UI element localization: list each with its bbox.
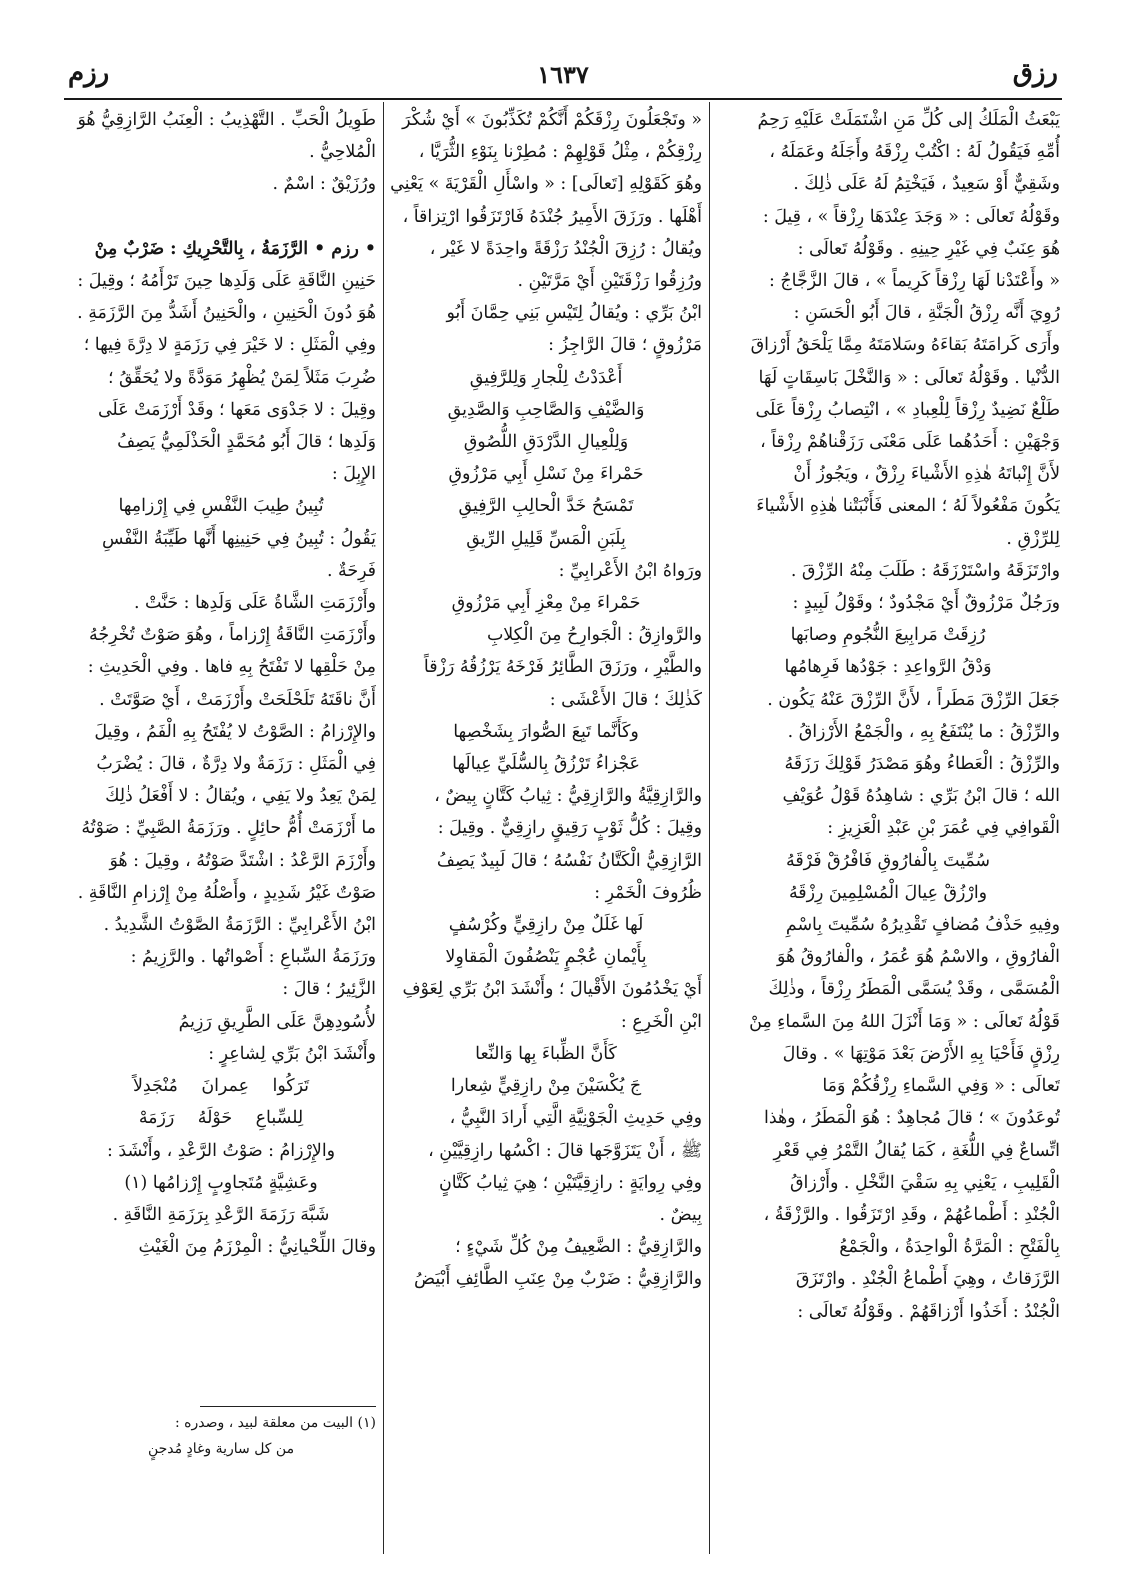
text-line: وَجْهَيْنِ : أَحَدُهُما عَلَى مَعْنَى رَزَقْناهُمْ رِزْقاً ،: [760, 432, 1060, 453]
text-line: حَنِينِ النَّاقَةِ عَلَى وَلَدِها حِينَ تَرْأَمُهُ ؛ وقِيلَ :: [77, 271, 376, 292]
text-line: عَجْزاءُ تَرْزُقُ بِالسُّلَيِّ عِيالَها: [452, 754, 640, 775]
text-line: يَقُولُ : تُبِينُ فِي حَنِينِها أَنَّها طَيِّبَةُ النَّفْسِ: [102, 528, 376, 549]
text-line: • رزم • الرَّزَمَةُ ، بِالتَّحْرِيكِ : ضَرْبٌ مِنْ: [94, 238, 376, 259]
text-line: الْقَلِيبِ ، يَعْنِي بِهِ سَقْيَ النَّخْلِ . وأَرْزاقُ: [790, 1172, 1060, 1193]
footnote: [66, 1410, 376, 1462]
text-line: ابْنُ بَرِّي : ويُقالُ لِتَيْسِ بَنِي حِمَّانَ أَبُو: [446, 303, 702, 324]
text-line: ورُزِقُوا رَزْقَتَيْنِ أَيْ مَرَّتَيْنِ .: [517, 271, 702, 292]
text-line: وأَنْشَدَ ابْنُ بَرِّي لِشاعِرٍ :: [208, 1043, 376, 1064]
text-line: وهُوَ كَقَوْلِهِ [تَعالَى] : « واسْأَلِ الْقَرْيَةَ » يَعْنِي: [390, 174, 702, 195]
text-line: وَلَدِها ؛ قالَ أَبُو مُحَمَّدٍ الْحَذْلَمِيُّ يَصِفُ: [117, 432, 376, 453]
text-line: وقَوْلُهُ تَعالَى : « وَجَدَ عِنْدَهَا رِزْقاً » ، قِيلَ :: [762, 206, 1060, 227]
column-divider-right: [709, 102, 710, 1554]
text-line: وأَرْزَمَتِ الشَّاةُ عَلَى وَلَدِها : حَنَّتْ .: [133, 593, 376, 614]
text-line: وقالَ اللِّحْيانِيُّ : الْمِرْزَمُ مِنَ الْغَيْثِ: [138, 1237, 376, 1258]
text-line: تَعالَى : « وَفِي السَّماءِ رِزْقُكُمْ وَمَا: [822, 1076, 1060, 1097]
text-line: وأَرْزَمَ الرَّعْدُ : اشْتَدَّ صَوْتُهُ ، وقِيلَ : هُوَ: [109, 850, 376, 871]
text-line: والإِرْزامُ : صَوْتُ الرَّعْدِ ، وأَنْشَدَ :: [106, 1140, 336, 1161]
text-line: رُزِقَتْ مَرابِيعَ النُّجُومِ وصابَها: [790, 625, 986, 646]
text-line: فَرِحَةٌ .: [326, 560, 376, 581]
text-line: لِلسِّباعِ حَوْلَهُ رَزَمَهْ: [138, 1108, 304, 1129]
text-line: أَنَّ ناقَتَهُ تَلَحْلَحَتْ وأَرْزَمَتْ ، أَيْ صَوَّتَتْ .: [99, 689, 376, 710]
text-line: بِالْفَتْحِ : الْمَرَّةُ الْواحِدَةُ ، والْجَمْعُ: [839, 1237, 1060, 1258]
page-header: [64, 56, 1062, 100]
footnote-divider: [200, 1406, 376, 1407]
text-line: والرَّازِقِيُّ : ضَرْبٌ مِنْ عِنَبِ الطَّائِفِ أَبْيَضُ: [414, 1269, 702, 1290]
text-line: كَذٰلِكَ ؛ قالَ الأَعْشَى :: [549, 689, 702, 710]
text-line: أَيْ يَخْدُمُونَ الأَقْيالَ ؛ وأَنْشَدَ ابْنُ بَرِّي لِعَوْفِ: [402, 979, 702, 1000]
header-right-word: رزق: [1012, 58, 1058, 88]
text-line: وارْتَزَقَهُ واسْتَرْزَقَهُ : طَلَبَ مِنْهُ الرِّزْقَ .: [790, 560, 1060, 581]
text-line: الْقَوافِي فِي عُمَرَ بْنِ عَبْدِ الْعَزِيزِ :: [827, 818, 1060, 839]
text-line: ورَجُلٌ مَرْزُوقٌ أَيْ مَجْدُودٌ ؛ وقَوْلُ لَبِيدٍ :: [792, 593, 1060, 614]
text-line: ظُرُوفَ الْخَمْرِ :: [594, 882, 702, 903]
text-line: والإِرْزامُ : الصَّوْتُ لا يُفْتَحُ بِهِ الْفَمُ ، وقِيلَ: [94, 721, 376, 742]
text-line: جَ يُكْسَيْنَ مِنْ رازِقِيٍّ شِعارا: [450, 1076, 642, 1097]
text-line: « وتَجْعَلُونَ رِزْقَكُمْ أَنَّكُمْ تُكَذِّبُونَ » أَيْ شُكْرَ: [402, 110, 702, 130]
text-line: طَوِيلُ الْحَبِّ . التَّهْذِيبُ : الْعِنَبُ الرَّازِقِيُّ هُوَ: [77, 110, 376, 130]
text-line: ورُزَيْقٌ : اسْمٌ .: [272, 174, 376, 195]
text-line: صَوْتٌ غَيْرُ شَدِيدٍ ، وأَصْلُهُ مِنْ إِرْزامِ النَّاقَةِ .: [77, 882, 376, 903]
text-line: الدُّنْيا . وقَوْلُهُ تَعالَى : « وَالنَّخْلَ بَاسِقَاتٍ لَهَا: [758, 367, 1060, 388]
text-line: تَمْسَحُ خَدَّ الْحالِبِ الرَّفِيقِ: [458, 496, 634, 517]
text-line: بِلَبَنِ الْمَسِّ قَلِيلِ الرِّيقِ: [466, 528, 626, 549]
text-line: وقِيلَ : كُلُّ ثَوْبٍ رَقِيقٍ رازِقِيٌّ . وقِيلَ :: [437, 818, 702, 839]
text-line: يَبْعَثُ الْمَلَكُ إلى كُلِّ مَنِ اشْتَمَلَتْ عَلَيْهِ رَحِمُ: [757, 110, 1060, 130]
text-line: وَالضَّيْفِ وَالصَّاحِبِ وَالصَّدِيقِ: [447, 399, 645, 420]
text-line: الْمُلاحِيُّ .: [309, 142, 376, 163]
text-line: أُمِّهِ فَيَقُولُ لَهُ : اكْتُبْ رِزْقَهُ وأَجَلَهُ وعَمَلَهُ ،: [769, 142, 1060, 163]
text-line: ابْنِ الْخَرِعِ :: [620, 1011, 702, 1032]
text-line: وفِي حَدِيثِ الْجَوْنِيَّةِ الَّتِي أَرادَ النَّبِيُّ ،: [449, 1108, 702, 1129]
text-line: سُمِّيتَ بِالْفارُوقِ فَافْرُقْ فَرْقَهُ: [786, 850, 990, 871]
text-line: لأَنَّ إِنْباتَهُ هٰذِهِ الأَشْياءَ رِزْقٌ ، ويَجُوزُ أَنْ: [793, 464, 1060, 485]
text-line: كَأَنَّ الظِّباءَ بِها وَالنِّعا: [475, 1043, 617, 1064]
text-line: وفِيهِ حَذْفُ مُضافٍ تَقْدِيرُهُ سُمِّيتَ بِاسْمِ: [785, 915, 1060, 936]
column-divider-left: [383, 102, 384, 1554]
text-line: ﷺ ، أَنْ يَتَزَوَّجَها قالَ : اكْسُها رازِقِيَّيْنِ ،: [428, 1140, 702, 1161]
text-line: ويُقالُ : رُزِقَ الْجُنْدُ رَزْقَةً واحِدَةً لا غَيْر ،: [429, 238, 702, 259]
text-line: والرِّزْقُ : ما يُنْتَفَعُ بِهِ ، والْجَمْعُ الأَرْزاقُ .: [787, 721, 1060, 742]
text-line: رِزْقٍ فَأَحْيَا بِهِ الأَرْضَ بَعْدَ مَوْتِهَا » . وقالَ: [782, 1043, 1060, 1064]
text-column-middle: [390, 104, 702, 1554]
text-line: الْجُنْدُ : أَخَذُوا أَرْزاقَهُمْ . وقَوْلُهُ تَعالَى :: [797, 1301, 1060, 1322]
text-line: تُوعَدُونَ » ؛ قالَ مُجاهِدٌ : هُوَ الْمَطَرُ ، وهٰذا: [763, 1108, 1060, 1129]
text-line: شَبَّهَ رَزَمَةَ الرَّعْدِ بِرَزَمَةِ النَّاقَةِ .: [112, 1204, 330, 1225]
text-line: لِمَنْ يَعِدُ ولا يَفِي ، ويُقالُ : لا أَفْعَلُ ذٰلِكَ: [105, 786, 376, 807]
text-line: وقِيلَ : لا جَدْوَى مَعَها ؛ وقَدْ أَرْزَمَتْ عَلَى: [97, 399, 376, 420]
text-line: الْفارُوقِ ، والاسْمُ هُوَ عُمَرُ ، والْفارُوقُ هُوَ: [777, 947, 1060, 968]
text-line: وفِي رِوايَةٍ : رازِقِيَّتَيْنِ ؛ هِيَ ثِيابُ كَتَّانٍ: [438, 1172, 702, 1193]
text-line: قَوْلُهُ تَعالَى : « وَمَا أَنْزَلَ اللهُ مِنَ السَّماءِ مِنْ: [749, 1011, 1060, 1032]
text-line: وَدْقُ الرَّواعِدِ : جَوْدُها فَرِهامُها: [784, 657, 992, 678]
footnote-line: (١) البيت من معلقة لبيد ، وصدره :: [175, 1415, 376, 1431]
text-line: جَعَلَ الرِّزْقَ مَطَراً ، لأَنَّ الرِّزْقَ عَنْهُ يَكُون .: [767, 689, 1060, 710]
text-line: طَلْعٌ نَضِيدٌ رِزْقاً لِلْعِبادِ » ، انْتِصابُ رِزْقاً عَلَى: [755, 399, 1060, 420]
text-line: تَرَكُوا عِمرانَ مُنْجَدِلاً: [132, 1076, 310, 1097]
text-line: [66, 201, 376, 233]
text-line: مِنْ حَلْقِها لا تَفْتَحُ بِهِ فاها . وفِي الْحَدِيثِ :: [87, 657, 376, 678]
text-line: حَمْراءَ مِنْ نَسْلِ أَبِي مَرْزُوقِ: [448, 464, 644, 485]
text-line: وأَرَى كَرامَتَهُ بَقاءَهُ وسَلامَتَهُ مِمَّا يَلْحَقُ أَرْزاقَ: [750, 335, 1060, 356]
text-line: والرَّازِقِيَّةُ والرَّازِقِيُّ : ثِيابُ كَتَّانٍ بِيضٌ ،: [434, 786, 702, 807]
text-line: أَهْلَها . ورَزَقَ الأَمِيرُ جُنْدَهُ فَارْتَزَقُوا ارْتِزاقاً ،: [402, 206, 702, 227]
text-line: ما أَرْزَمَتْ أُمُّ حائِلٍ . ورَزَمَةُ الصَّبِيِّ : صَوْتُهُ: [81, 818, 376, 839]
text-line: اتِّساعٌ فِي اللُّغَةِ ، كَمَا يُقالُ التَّمْرُ فِي قَعْرِ: [773, 1140, 1060, 1161]
text-line: ضُرِبَ مَثَلاً لِمَنْ يُظْهِرُ مَوَدَّةً ولا يُحَقِّقُ ؛: [107, 367, 376, 388]
text-line: رُوِيَ أَنَّه رِزْقُ الْجَنَّةِ ، قالَ أَبُو الْحَسَنِ :: [793, 303, 1060, 324]
text-line: الْجُنْدِ : أَطْماعُهُمْ ، وقَدِ ارْتَزَقُوا . والرَّزْقَةُ ،: [763, 1204, 1060, 1225]
text-line: والرَّوازِقُ : الْجَوارِحُ مِنَ الْكِلابِ: [486, 625, 702, 646]
text-line: بِأَيْمانِ عُجْمٍ يَنْصُفُونَ الْمَقاوِلا: [445, 947, 647, 968]
text-line: رِزْقِكُمْ ، مِثْلُ قَوْلِهِمْ : مُطِرْنا بِنَوْءِ الثُّرَيَّا ،: [418, 142, 702, 163]
header-left-word: رزم: [68, 58, 110, 88]
text-line: وكَأَنَّما تَبِعَ الصُّوارَ بِشَخْصِها: [453, 721, 639, 742]
text-line: أَعْدَدْتُ لِلْجارِ وَلِلرَّفِيقِ: [469, 367, 623, 388]
text-line: « وأَعْتَدْنا لَهَا رِزْقاً كَرِيماً » ، قالَ الزَّجَّاجُ :: [769, 271, 1060, 292]
text-line: الْمُسَمَّى ، وقَدْ يُسَمَّى الْمَطَرُ رِزْقاً ، وذٰلِكَ: [768, 979, 1060, 1000]
page-number: ١٦٣٧: [537, 60, 589, 89]
text-line: والرِّزْقُ : الْعَطاءُ وهُوَ مَصْدَرُ قَوْلِكَ رَزَقَهُ: [784, 754, 1060, 775]
text-line: وعَشِيَّةٍ مُتَجاوِبٍ إِرْزامُها (١): [124, 1172, 318, 1193]
text-line: وفِي الْمَثَلِ : لا خَيْرَ فِي رَزَمَةٍ لا دِرَّةَ فِيها ؛: [83, 335, 376, 356]
text-line: فِي الْمَثَلِ : رَزَمَةٌ ولا دِرَّةٌ ، قالَ : يُضْرَبُ: [96, 754, 376, 775]
text-column-right: [716, 104, 1060, 1554]
text-column-left: [66, 104, 376, 1554]
text-line: الله ؛ قالَ ابْنُ بَرِّي : شاهِدُهُ قَوْلُ عُوَيْفِ: [782, 786, 1060, 807]
text-line: والرَّازِقِيُّ : الضَّعِيفُ مِنْ كُلِّ شَيْءٍ ؛: [455, 1237, 702, 1258]
text-line: ورَزَمَةُ السِّباعِ : أَصْواتُها . والرَّزِيمُ :: [130, 947, 376, 968]
text-line: يَكُونَ مَفْعُولاً لَهُ ؛ المعنى فَأَنْبَتْنا هٰذِهِ الأَشْياءَ: [756, 496, 1060, 517]
text-line: والطَّيْرِ ، ورَزَقَ الطَّائِرُ فَرْخَهُ يَرْزُقُهُ رَزْقاً: [423, 657, 702, 678]
text-line: لَها غَلَلٌ مِنْ رازِقِيٍّ وكُرْسُفٍ: [448, 915, 644, 936]
text-line: وَلِلْعِيالِ الدَّرْدَقِ اللُّصُوقِ: [463, 432, 629, 453]
text-line: وارْزُقْ عِيالَ الْمُسْلِمِينَ رِزْقَهُ: [788, 882, 988, 903]
text-line: الرَّزَقاتُ ، وهِيَ أَطْماعُ الْجُنْدِ . وارْتَزَقَ: [795, 1269, 1060, 1290]
text-line: تُبِينُ طِيبَ النَّفْسِ فِي إِرْزامِها: [118, 496, 324, 517]
text-line: الإِبِلَ :: [331, 464, 376, 485]
text-line: مَرْزُوقٍ ؛ قالَ الرَّاجِزُ :: [548, 335, 702, 356]
text-line: هُوَ عِنَبٌ فِي غَيْرِ حِينِهِ . وقَوْلُهُ تَعالَى :: [797, 238, 1060, 259]
text-line: الرَّازِقِيُّ الْكَتَّانُ نَفْسُهُ ؛ قالَ لَبِيدٌ يَصِفُ: [436, 850, 702, 871]
text-line: ابْنُ الأَعْرابِيِّ : الرَّزَمَةُ الصَّوْتُ الشَّدِيدُ .: [103, 915, 376, 936]
footnote-line: من كل سارية وغادٍ مُدجنٍ: [147, 1441, 295, 1457]
text-line: ورَواهُ ابْنُ الأَعْرابِيِّ :: [558, 560, 702, 581]
text-line: بِيضٌ .: [659, 1204, 702, 1225]
text-line: الزَّئِيرُ ؛ قالَ :: [282, 979, 376, 1000]
text-line: هُوَ دُونَ الْحَنِينِ ، والْحَنِينُ أَشَدُّ مِنَ الرَّزَمَةِ .: [77, 303, 376, 324]
text-line: وشَقِيٌّ أَوْ سَعِيدٌ ، فَيَخْتِمُ لَهُ عَلَى ذٰلِكَ .: [793, 174, 1060, 195]
text-line: حَمْراءَ مِنْ مِعْزِ أَبِي مَرْزُوقِ: [451, 593, 641, 614]
text-line: وأَرْزَمَتِ النَّاقَةُ إِرْزاماً ، وهُوَ صَوْتٌ تُخْرِجُهُ: [89, 625, 376, 646]
text-line: لأُسُودِهِنَّ عَلَى الطَّرِيقِ رَزِيمُ: [178, 1011, 376, 1032]
text-line: لِلرِّزْقِ .: [1006, 528, 1060, 549]
